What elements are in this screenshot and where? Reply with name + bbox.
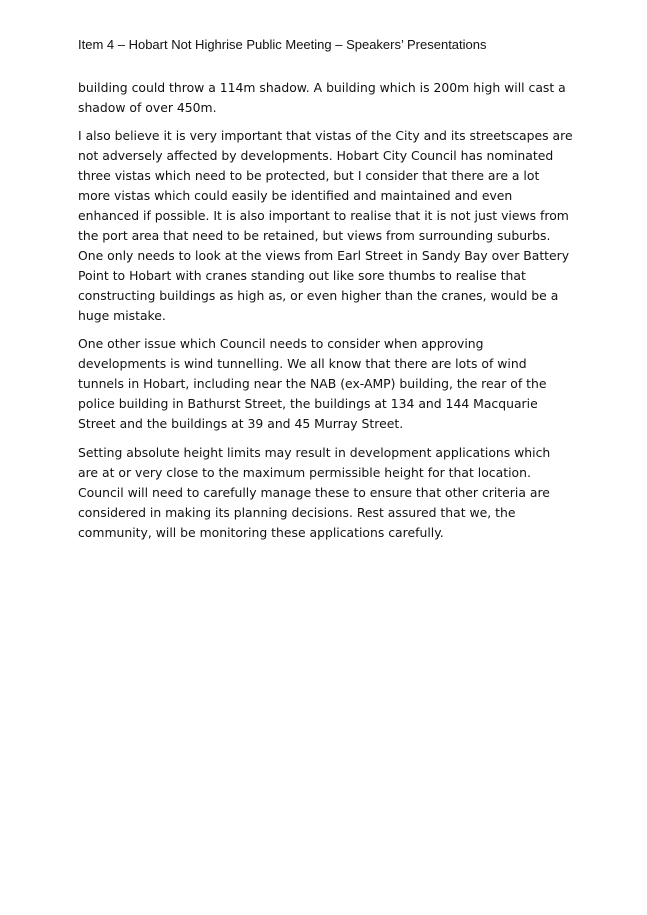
page-header: Item 4 – Hobart Not Highrise Public Meeting – Speakers’ Presentations [78, 37, 487, 52]
paragraph-3-line-5: Street and the buildings at 39 and 45 Murray Street. [78, 416, 404, 431]
paragraph-1-line-1: building could throw a 114m shadow. A building which is 200m high will cast a [78, 80, 566, 95]
paragraph-2-line-7: One only needs to look at the views from Earl Street in Sandy Bay over Battery [78, 248, 570, 263]
paragraph-2-line-4: more vistas which could easily be identified and maintained and even [78, 188, 513, 203]
paragraph-3-line-4: police building in Bathurst Street, the buildings at 134 and 144 Macquarie [78, 396, 538, 411]
paragraph-1-line-2: shadow of over 450m. [78, 100, 217, 115]
paragraph-3-line-3: tunnels in Hobart, including near the NAB (ex-AMP) building, the rear of the [78, 376, 547, 391]
paragraph-4-line-5: community, will be monitoring these applications carefully. [78, 525, 444, 540]
paragraph-4-line-4: considered in making its planning decisions. Rest assured that we, the [78, 505, 516, 520]
paragraph-2-line-3: three vistas which need to be protected, but I consider that there are a lot [78, 168, 540, 183]
paragraph-2-line-5: enhanced if possible. It is also important to realise that it is not just views from [78, 208, 569, 223]
paragraph-2-line-10: huge mistake. [78, 308, 166, 323]
paragraph-2-line-2: not adversely affected by developments. Hobart City Council has nominated [78, 148, 554, 163]
paragraph-4-line-1: Setting absolute height limits may result in development applications which [78, 445, 551, 460]
paragraph-2-line-9: constructing buildings as high as, or even higher than the cranes, would be a [78, 288, 559, 303]
paragraph-2-line-1: I also believe it is very important that vistas of the City and its streetscapes are [78, 128, 573, 143]
paragraph-4-line-2: are at or very close to the maximum permissible height for that location. [78, 465, 531, 480]
paragraph-2-line-6: the port area that need to be retained, but views from surrounding suburbs. [78, 228, 551, 243]
paragraph-4-line-3: Council will need to carefully manage these to ensure that other criteria are [78, 485, 550, 500]
paragraph-3-line-1: One other issue which Council needs to consider when approving [78, 336, 484, 351]
paragraph-3-line-2: developments is wind tunnelling. We all know that there are lots of wind [78, 356, 527, 371]
paragraph-2-line-8: Point to Hobart with cranes standing out like sore thumbs to realise that [78, 268, 526, 283]
